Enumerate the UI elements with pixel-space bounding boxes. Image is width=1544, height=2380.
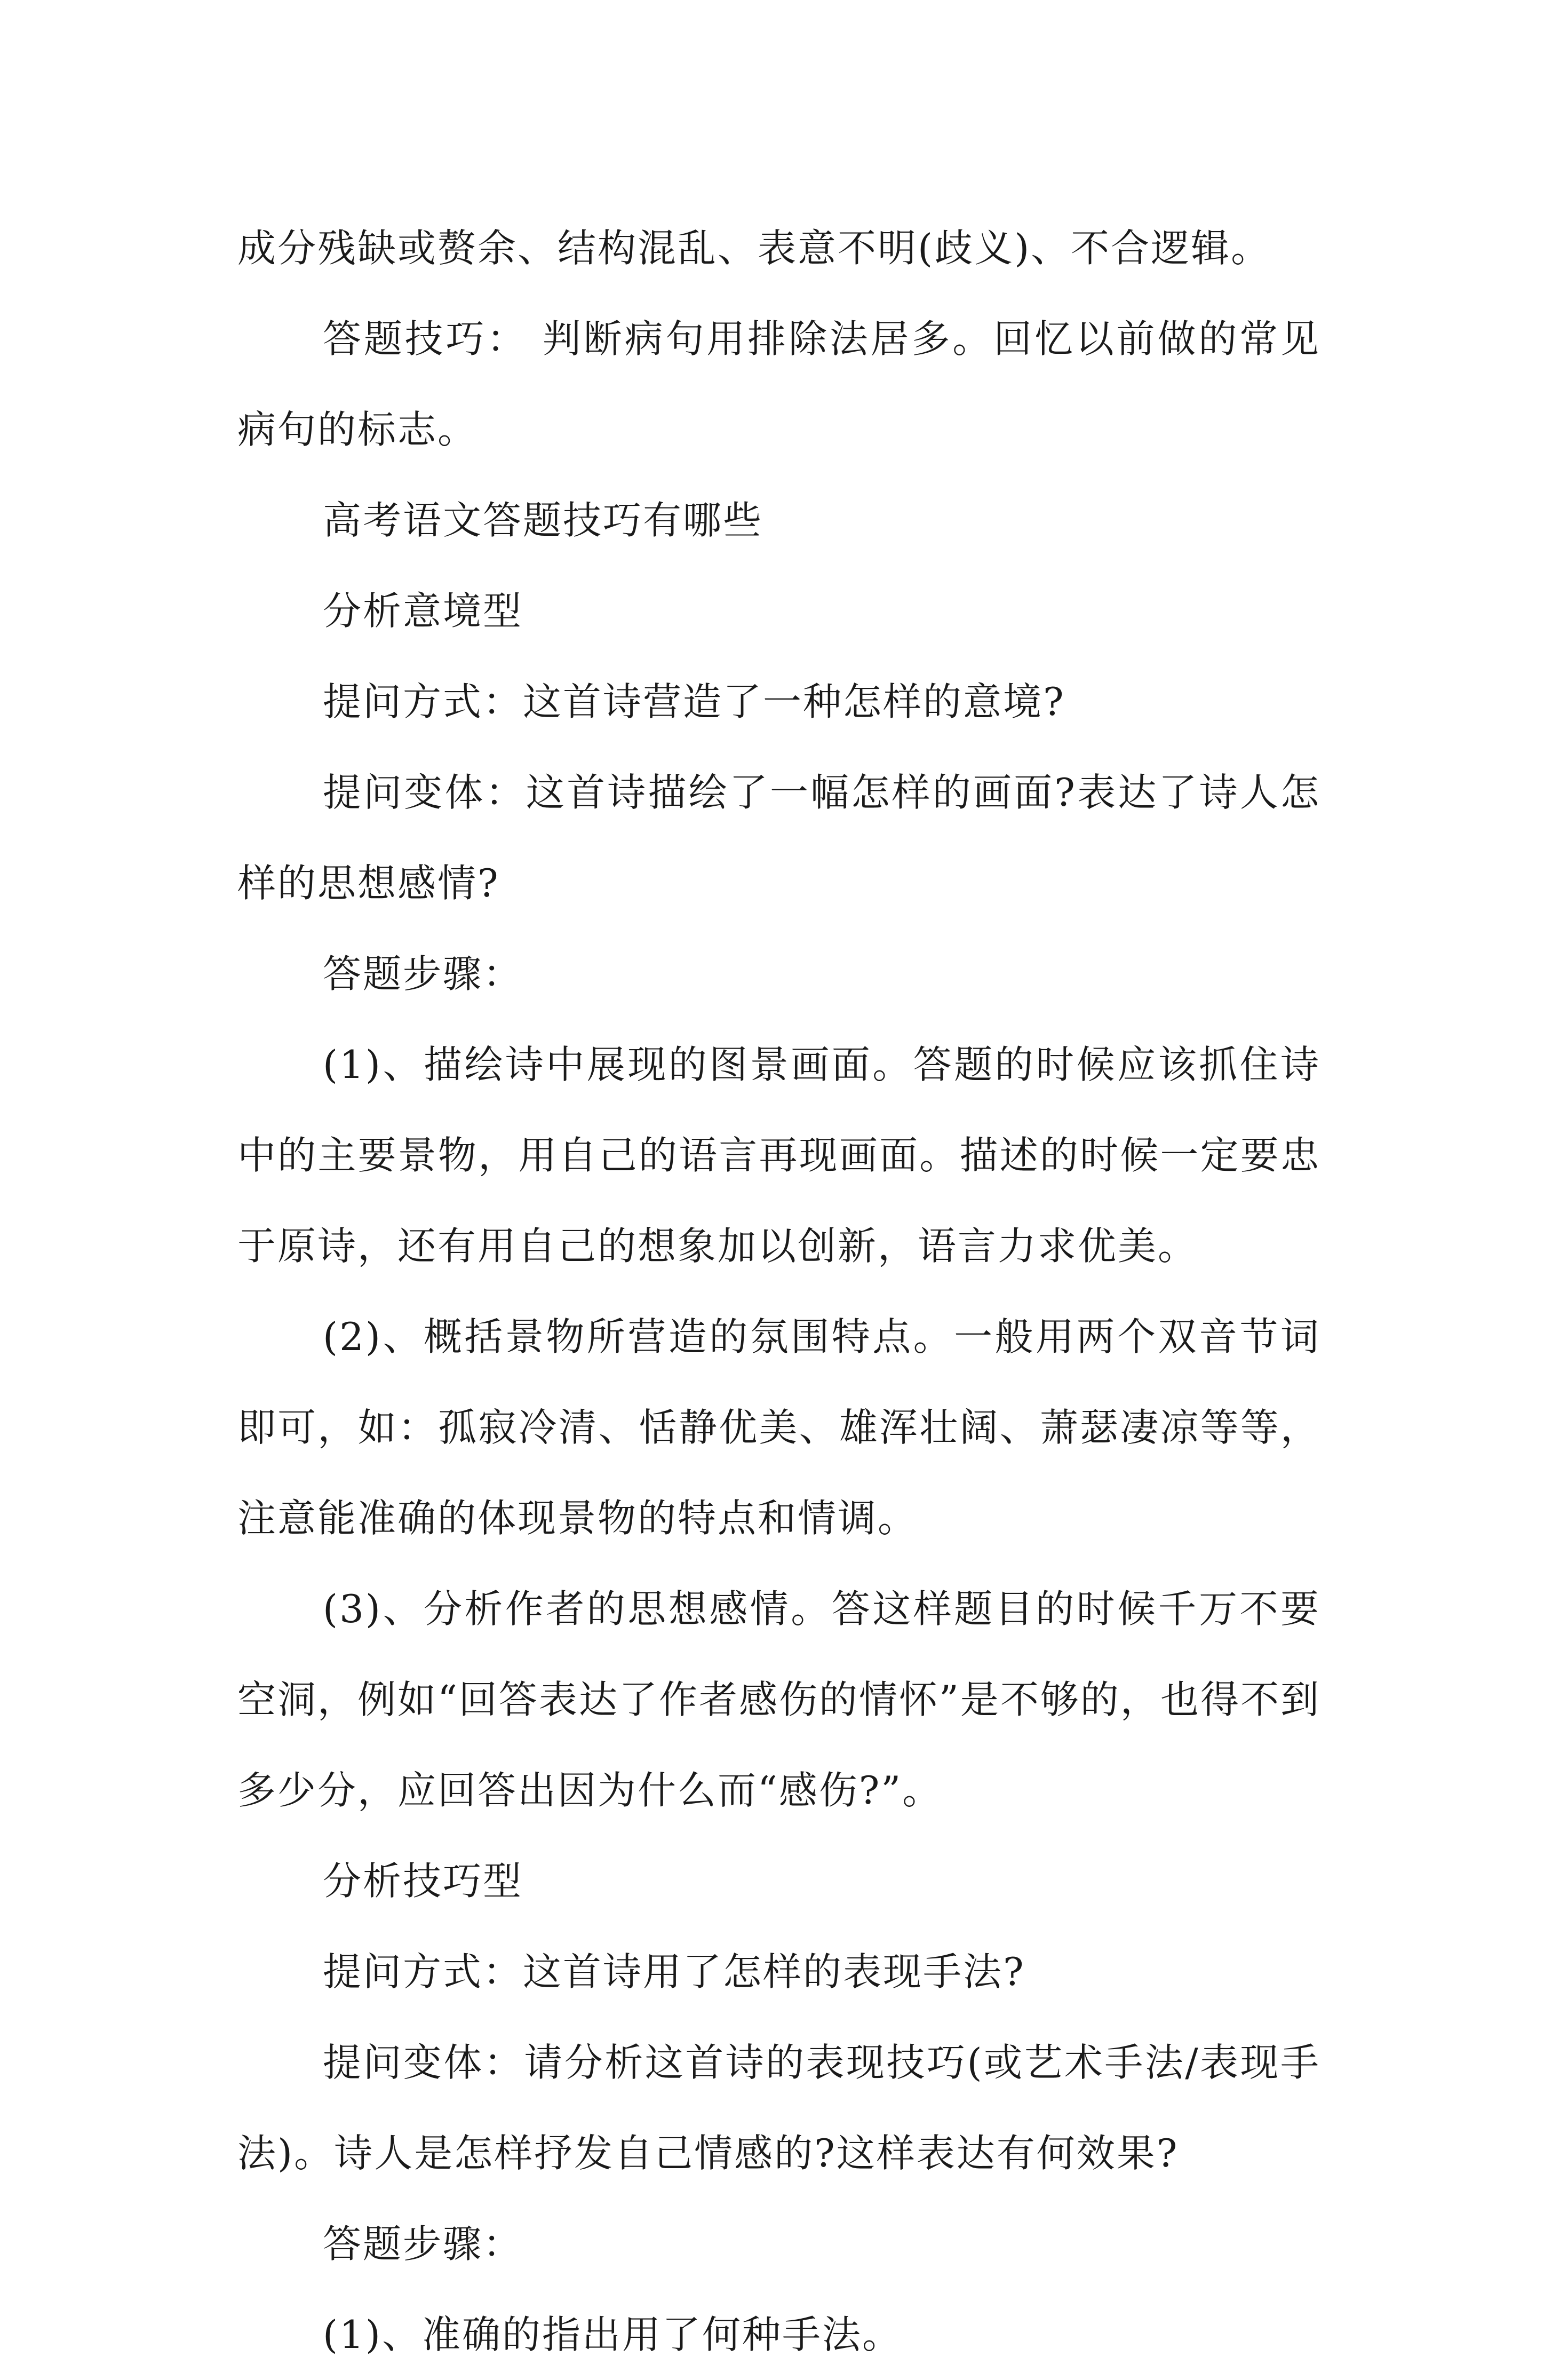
paragraph: 成分残缺或赘余、结构混乱、表意不明(歧义)、不合逻辑。 (237, 226, 1271, 271)
paragraph: (3)、分析作者的思想感情。答这样题目的时候千万不要空洞，例如“回答表达了作者感伤的情怀”是不够的，也得不到多少分，应回答出因为什么而“感伤?”。 (237, 1586, 1320, 1813)
paragraph: 提问方式：这首诗营造了一种怎样的意境? (323, 679, 1065, 724)
paragraph: 提问变体：这首诗描绘了一幅怎样的画面?表达了诗人怎样的思想感情? (237, 770, 1320, 906)
section-heading: 分析技巧型 (323, 1859, 523, 1903)
document-body (237, 203, 1320, 2380)
paragraph: 提问变体：请分析这首诗的表现技巧(或艺术手法/表现手法)。诗人是怎样抒发自己情感的?这样表达有何效果? (237, 2040, 1320, 2176)
section-heading: 高考语文答题技巧有哪些 (323, 498, 763, 543)
paragraph: (1)、描绘诗中展现的图景画面。答题的时候应该抓住诗中的主要景物，用自己的语言再现画面。描述的时候一定要忠于原诗，还有用自己的想象加以创新，语言力求优美。 (237, 1042, 1320, 1268)
paragraph: (2)、概括景物所营造的氛围特点。一般用两个双音节词即可，如：孤寂冷清、恬静优美、雄浑壮阔、萧瑟凄凉等等，注意能准确的体现景物的特点和情调。 (237, 1314, 1320, 1541)
paragraph: 答题步骤： (323, 2222, 523, 2266)
paragraph: 答题步骤： (323, 951, 523, 996)
paragraph: 提问方式：这首诗用了怎样的表现手法? (323, 1949, 1025, 1994)
section-heading: 分析意境型 (323, 589, 523, 633)
paragraph: (1)、准确的指出用了何种手法。 (323, 2312, 902, 2357)
paragraph: 答题技巧： 判断病句用排除法居多。回忆以前做的常见病句的标志。 (237, 316, 1320, 452)
